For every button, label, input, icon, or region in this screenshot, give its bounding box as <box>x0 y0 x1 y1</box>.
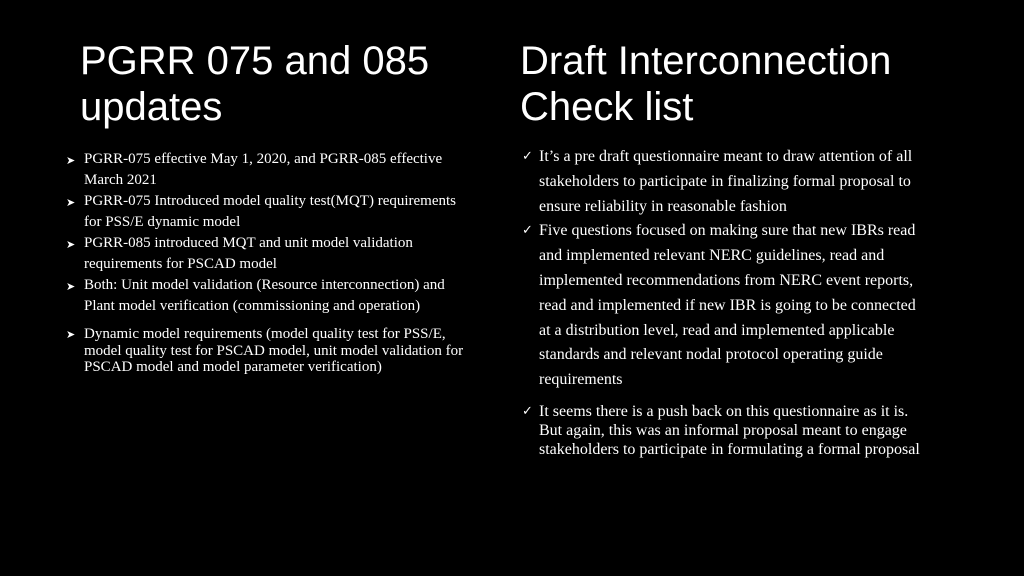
right-bullet-item <box>522 219 925 393</box>
right-bullet-text: It seems there is a push back on this questionnaire as it is. But again, this was an informal proposal meant to engage stakeholders to participate in formulating a formal proposal <box>539 402 920 458</box>
arrow-bullet-icon: ➤ <box>66 154 76 167</box>
left-bullet-text: Both: Unit model validation (Resource interconnection) and Plant model verification (commissioning and operation) <box>84 277 445 314</box>
checkmark-bullet-icon: ✓ <box>522 223 533 239</box>
left-bullet-item <box>66 233 472 275</box>
left-bullet-item <box>66 149 472 191</box>
right-title-line-1: Draft Interconnection <box>520 39 892 83</box>
right-bullet-text: It’s a pre draft questionnaire meant to draw attention of all stakeholders to participate in finalizing formal proposal to ensure reliability in reasonable fashion <box>539 148 913 215</box>
left-title-line-2: updates <box>80 85 223 129</box>
left-bullet-list <box>66 149 472 376</box>
left-title-line-1: PGRR 075 and 085 <box>80 39 430 83</box>
right-bullet-list <box>522 145 925 459</box>
right-column-title <box>520 38 891 130</box>
arrow-bullet-icon: ➤ <box>66 280 76 293</box>
left-bullet-item <box>66 191 472 233</box>
arrow-bullet-icon: ➤ <box>66 196 76 209</box>
left-bullet-text: Dynamic model requirements (model quality test for PSS/E, model quality test for PSCAD model, unit model validation for PSCAD model and model parameter verification) <box>84 326 464 375</box>
left-bullet-text: PGRR-085 introduced MQT and unit model validation requirements for PSCAD model <box>84 235 413 272</box>
checkmark-bullet-icon: ✓ <box>522 403 533 419</box>
arrow-bullet-icon: ➤ <box>66 238 76 251</box>
right-bullet-text: Five questions focused on making sure that new IBRs read and implemented relevant NERC guidelines, read and implemented recommendations from NERC event reports, read and implemented if new IBR is going to be connected at a distribution level, read and implemented applicable standards and relevant nodal protocol operating guide requirements <box>539 222 916 389</box>
right-title-line-2: Check list <box>520 85 694 129</box>
left-bullet-item <box>66 275 472 317</box>
left-bullet-text: PGRR-075 Introduced model quality test(MQT) requirements for PSS/E dynamic model <box>84 193 457 230</box>
arrow-bullet-icon: ➤ <box>66 328 76 341</box>
left-column-title <box>80 38 429 130</box>
checkmark-bullet-icon: ✓ <box>522 149 533 164</box>
left-bullet-text: PGRR-075 effective May 1, 2020, and PGRR-085 effective March 2021 <box>84 151 443 188</box>
left-bullet-item <box>66 326 472 376</box>
right-bullet-item <box>522 145 925 219</box>
right-bullet-item <box>522 402 925 459</box>
